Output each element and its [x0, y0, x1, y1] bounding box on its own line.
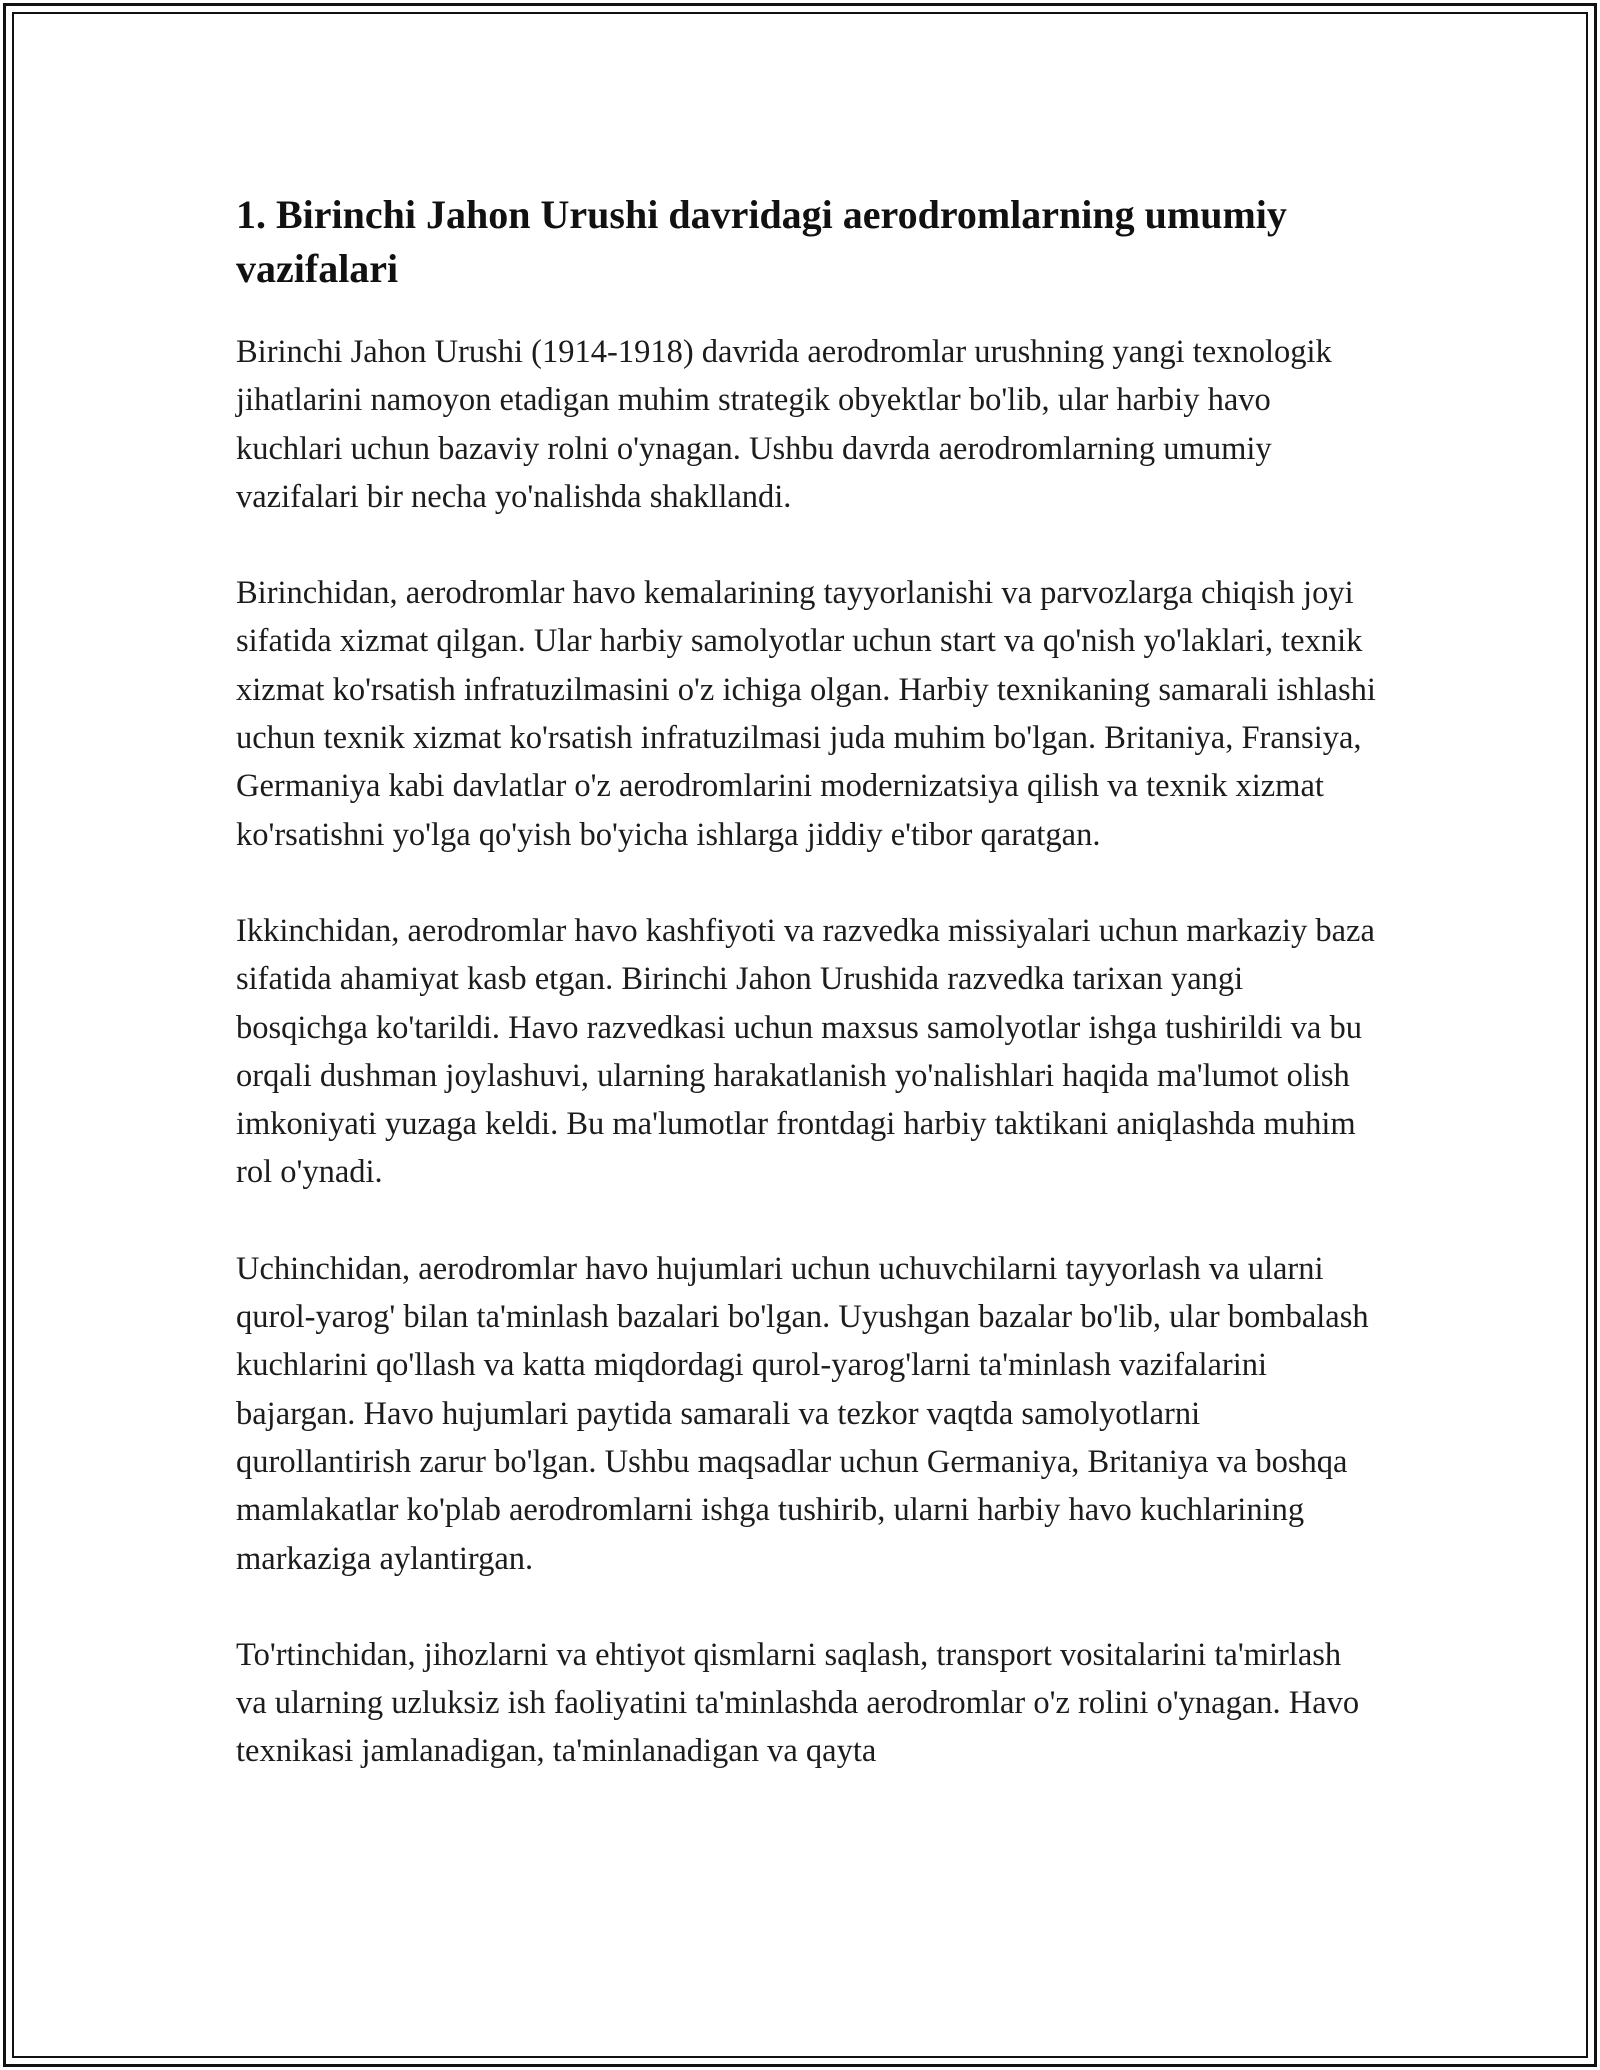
paragraph-second-point: Ikkinchidan, aerodromlar havo kashfiyoti va razvedka missiyalari uchun markaziy baza sifatida ahamiyat kasb etgan. Birinchi Jahon Urushida razvedka tarixan yangi bosqichga ko'tarildi. Havo razvedkasi uchun maxsus samolyotlar ishga tushirildi va bu orqali dushman joylashuvi, ularning harakatlanish yo'nalishlari haqida ma'lumot olish imkoniyati yuzaga keldi. Bu ma'lumotlar frontdagi harbiy taktikani aniqlashda muhim rol o'ynadi. [236, 912, 1375, 1191]
paragraph-third-point: Uchinchidan, aerodromlar havo hujumlari uchun uchuvchilarni tayyorlash va ularni qurol-yarog' bilan ta'minlash bazalari bo'lgan. Uyushgan bazalar bo'lib, ular bombalash kuchlarini qo'llash va katta miqdordagi qurol-yarog'larni ta'minlash vazifalarini bajargan. Havo hujumlari paytida samarali va tezkor vaqtda samolyotlarni qurollantirish zarur bo'lgan. Ushbu maqsadlar uchun Germaniya, Britaniya va boshqa mamlakatlar ko'plab aerodromlarni ishga tushirib, ularni harbiy havo kuchlarining markaziga aylantirgan. [236, 1250, 1369, 1577]
document-title: 1. Birinchi Jahon Urushi davridagi aerodromlarning umumiy vazifalari [236, 192, 1287, 291]
paragraph-fourth-point: To'rtinchidan, jihozlarni va ehtiyot qismlarni saqlash, transport vositalarini ta'mirlash va ularning uzluksiz ish faoliyatini ta'minlashda aerodromlar o'z rolini o'ynagan. Havo texnikasi jamlanadigan, ta'minlanadigan va qayta [236, 1636, 1360, 1770]
document-body [236, 188, 1376, 1824]
paragraph-intro: Birinchi Jahon Urushi (1914-1918) davrida aerodromlar urushning yangi texnologik jihatlarini namoyon etadigan muhim strategik obyektlar bo'lib, ular harbiy havo kuchlari uchun bazaviy rolni o'ynagan. Ushbu davrda aerodromlarning umumiy vazifalari bir necha yo'nalishda shakllandi. [236, 334, 1332, 515]
paragraph-first-point: Birinchidan, aerodromlar havo kemalarining tayyorlanishi va parvozlarga chiqish joyi sifatida xizmat qilgan. Ular harbiy samolyotlar uchun start va qo'nish yo'laklari, texnik xizmat ko'rsatish infratuzilmasini o'z ichiga olgan. Harbiy texnikaning samarali ishlashi uchun texnik xizmat ko'rsatish infratuzilmasi juda muhim bo'lgan. Britaniya, Fransiya, Germaniya kabi davlatlar o'z aerodromlarini modernizatsiya qilish va texnik xizmat ko'rsatishni yo'lga qo'yish bo'yicha ishlarga jiddiy e'tibor qaratgan. [236, 575, 1376, 853]
